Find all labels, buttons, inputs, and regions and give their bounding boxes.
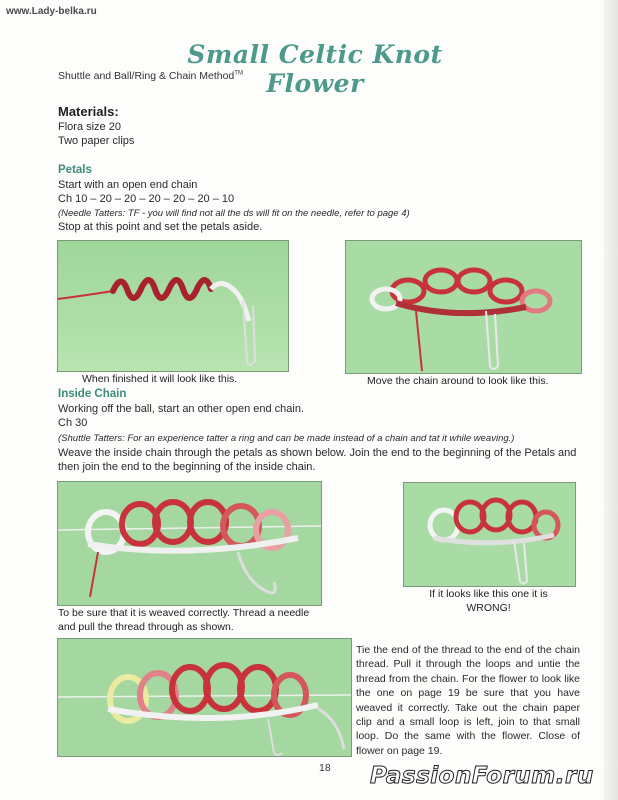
inside-chain-heading: Inside Chain bbox=[58, 388, 127, 400]
petals-heading: Petals bbox=[58, 164, 92, 176]
petals-line: Ch 10 – 20 – 20 – 20 – 20 – 20 – 10 bbox=[58, 193, 235, 205]
site-watermark: www.Lady-belka.ru bbox=[6, 6, 97, 17]
materials-item: Flora size 20 bbox=[58, 121, 121, 133]
petals-stop: Stop at this point and set the petals aside. bbox=[58, 221, 263, 233]
photo1-caption: When finished it will look like this. bbox=[82, 373, 238, 385]
inside-chain-note: (Shuttle Tatters: For an experience tatter a ring and can be made instead of a chain and tat it while weaving.) bbox=[58, 433, 515, 444]
inside-chain-para: Weave the inside chain through the petals as shown below. Join the end to the beginning of the Petals and then join the end to the beginning of the inside chain. bbox=[58, 447, 577, 473]
petals-line: Start with an open end chain bbox=[58, 179, 198, 191]
photo-chain-finished bbox=[57, 240, 289, 372]
subtitle: Shuttle and Ball/Ring & Chain Method™ bbox=[58, 70, 243, 82]
photo2-caption: Move the chain around to look like this. bbox=[367, 375, 549, 387]
photo-weave-correct bbox=[57, 481, 322, 606]
forum-watermark: PassionForum.ru bbox=[370, 763, 594, 789]
photo4-wrong-label: WRONG! bbox=[466, 602, 511, 614]
photo4-caption: If it looks like this one it is bbox=[429, 588, 548, 600]
page-title: Small Celtic Knot Flower bbox=[187, 40, 443, 98]
photo-chain-moved bbox=[345, 240, 582, 374]
page-edge bbox=[604, 0, 618, 800]
inside-chain-line: Ch 30 bbox=[58, 417, 88, 429]
final-paragraph: Tie the end of the thread to the end of the chain thread. Pull it through the loops and untie the thread from the chain. For the flower to look like the one on page 19 be sure that you have weaved it correctly. Take out the chain paper clip and a small loop is left, join to that small loop. Do the same with the flower. Close of flower on page 19. bbox=[356, 644, 580, 757]
petals-note: (Needle Tatters: TF - you will find not all the ds will fit on the needle, refer to page 4) bbox=[58, 208, 410, 219]
photo-flower-joined bbox=[57, 638, 352, 757]
inside-chain-line: Working off the ball, start an other open end chain. bbox=[58, 403, 305, 415]
photo-weave-wrong bbox=[403, 482, 576, 587]
materials-heading: Materials: bbox=[58, 104, 119, 119]
materials-item: Two paper clips bbox=[58, 135, 135, 147]
page-number: 18 bbox=[319, 762, 331, 774]
photo3-caption: To be sure that it is weaved correctly. Thread a needle and pull the thread through as shown. bbox=[58, 607, 310, 633]
